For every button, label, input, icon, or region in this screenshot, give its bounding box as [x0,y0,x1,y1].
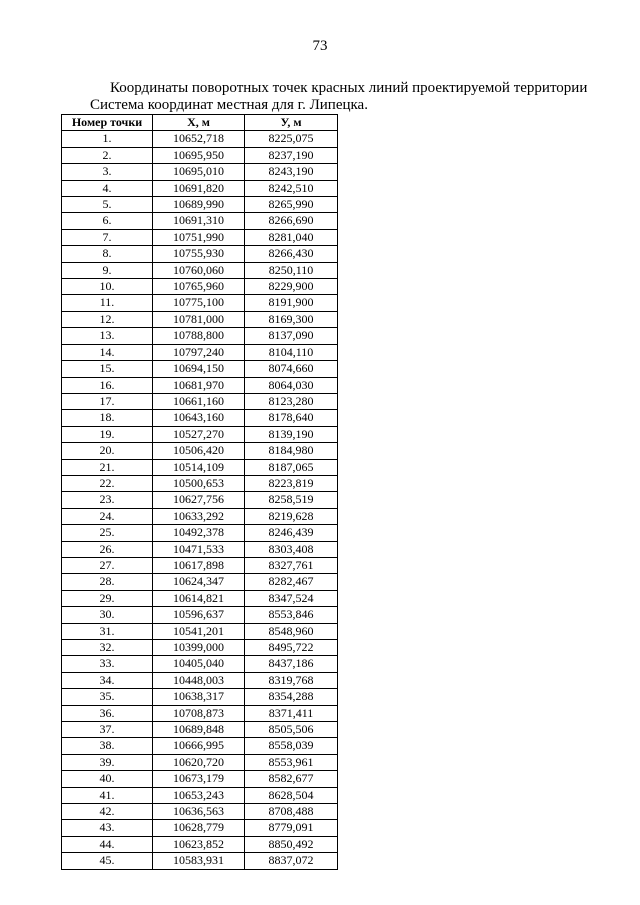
cell-x: 10673,179 [153,771,245,787]
cell-y: 8104,110 [245,344,338,360]
table-row [62,410,338,426]
cell-y: 8229,900 [245,279,338,295]
cell-y: 8246,439 [245,525,338,541]
cell-point-number: 34. [62,672,153,688]
cell-point-number: 38. [62,738,153,754]
table-row [62,459,338,475]
cell-point-number: 4. [62,180,153,196]
cell-point-number: 3. [62,164,153,180]
cell-x: 10492,378 [153,525,245,541]
cell-x: 10695,010 [153,164,245,180]
cell-x: 10652,718 [153,131,245,147]
cell-x: 10689,990 [153,197,245,213]
cell-point-number: 18. [62,410,153,426]
cell-y: 8184,980 [245,443,338,459]
table-row [62,295,338,311]
cell-y: 8266,690 [245,213,338,229]
cell-x: 10691,310 [153,213,245,229]
table-row [62,853,338,869]
cell-x: 10627,756 [153,492,245,508]
table-row [62,623,338,639]
cell-y: 8837,072 [245,853,338,869]
cell-point-number: 11. [62,295,153,311]
table-row [62,361,338,377]
coordinates-table [61,114,338,870]
cell-point-number: 43. [62,820,153,836]
cell-point-number: 6. [62,213,153,229]
cell-y: 8327,761 [245,557,338,573]
table-row [62,804,338,820]
cell-x: 10695,950 [153,147,245,163]
cell-point-number: 45. [62,853,153,869]
cell-y: 8243,190 [245,164,338,180]
cell-x: 10775,100 [153,295,245,311]
cell-y: 8123,280 [245,393,338,409]
cell-x: 10788,800 [153,328,245,344]
cell-point-number: 25. [62,525,153,541]
table-row [62,787,338,803]
cell-point-number: 41. [62,787,153,803]
table-row [62,590,338,606]
cell-y: 8250,110 [245,262,338,278]
table-row [62,213,338,229]
cell-point-number: 39. [62,754,153,770]
cell-point-number: 1. [62,131,153,147]
table-row [62,672,338,688]
cell-y: 8347,524 [245,590,338,606]
cell-y: 8178,640 [245,410,338,426]
cell-y: 8708,488 [245,804,338,820]
cell-x: 10681,970 [153,377,245,393]
cell-point-number: 30. [62,607,153,623]
table-row [62,640,338,656]
cell-point-number: 8. [62,246,153,262]
cell-x: 10694,150 [153,361,245,377]
heading-subtitle: Система координат местная для г. Липецка. [90,97,368,113]
cell-point-number: 44. [62,836,153,852]
cell-x: 10666,995 [153,738,245,754]
cell-y: 8282,467 [245,574,338,590]
cell-x: 10583,931 [153,853,245,869]
table-row [62,262,338,278]
cell-point-number: 36. [62,705,153,721]
cell-x: 10628,779 [153,820,245,836]
table-row [62,836,338,852]
cell-y: 8223,819 [245,475,338,491]
cell-y: 8303,408 [245,541,338,557]
cell-point-number: 33. [62,656,153,672]
cell-x: 10448,003 [153,672,245,688]
table-row [62,607,338,623]
cell-point-number: 14. [62,344,153,360]
table-row [62,492,338,508]
table-row [62,180,338,196]
table-row [62,164,338,180]
cell-y: 8265,990 [245,197,338,213]
cell-point-number: 13. [62,328,153,344]
table-row [62,508,338,524]
cell-y: 8850,492 [245,836,338,852]
table-row [62,328,338,344]
header-point-number: Номер точки [62,115,153,131]
cell-point-number: 42. [62,804,153,820]
table-row [62,525,338,541]
cell-y: 8219,628 [245,508,338,524]
cell-y: 8064,030 [245,377,338,393]
cell-point-number: 22. [62,475,153,491]
cell-x: 10638,317 [153,689,245,705]
cell-point-number: 35. [62,689,153,705]
cell-x: 10636,563 [153,804,245,820]
cell-y: 8354,288 [245,689,338,705]
table-row [62,722,338,738]
header-x: X, м [153,115,245,131]
cell-y: 8628,504 [245,787,338,803]
cell-y: 8319,768 [245,672,338,688]
table-row [62,131,338,147]
cell-point-number: 5. [62,197,153,213]
cell-point-number: 2. [62,147,153,163]
cell-x: 10614,821 [153,590,245,606]
cell-point-number: 29. [62,590,153,606]
table-row [62,574,338,590]
cell-point-number: 23. [62,492,153,508]
cell-point-number: 31. [62,623,153,639]
cell-y: 8495,722 [245,640,338,656]
cell-x: 10506,420 [153,443,245,459]
cell-point-number: 16. [62,377,153,393]
cell-y: 8187,065 [245,459,338,475]
table-row [62,754,338,770]
cell-x: 10708,873 [153,705,245,721]
cell-point-number: 12. [62,311,153,327]
cell-point-number: 28. [62,574,153,590]
cell-y: 8553,961 [245,754,338,770]
cell-x: 10617,898 [153,557,245,573]
cell-y: 8258,519 [245,492,338,508]
cell-x: 10541,201 [153,623,245,639]
cell-y: 8281,040 [245,229,338,245]
table-row [62,147,338,163]
cell-y: 8137,090 [245,328,338,344]
cell-point-number: 37. [62,722,153,738]
cell-point-number: 32. [62,640,153,656]
cell-y: 8779,091 [245,820,338,836]
cell-y: 8191,900 [245,295,338,311]
cell-point-number: 19. [62,426,153,442]
table-row [62,475,338,491]
table-row [62,246,338,262]
cell-x: 10624,347 [153,574,245,590]
cell-y: 8548,960 [245,623,338,639]
table-row [62,443,338,459]
cell-x: 10620,720 [153,754,245,770]
table-row [62,541,338,557]
cell-x: 10760,060 [153,262,245,278]
cell-x: 10399,000 [153,640,245,656]
cell-x: 10689,848 [153,722,245,738]
cell-point-number: 17. [62,393,153,409]
cell-x: 10661,160 [153,393,245,409]
cell-x: 10765,960 [153,279,245,295]
cell-point-number: 9. [62,262,153,278]
table-row [62,393,338,409]
table-row [62,344,338,360]
table-row [62,705,338,721]
cell-point-number: 7. [62,229,153,245]
cell-x: 10691,820 [153,180,245,196]
cell-y: 8139,190 [245,426,338,442]
table-row [62,771,338,787]
cell-x: 10623,852 [153,836,245,852]
cell-x: 10781,000 [153,311,245,327]
cell-x: 10797,240 [153,344,245,360]
cell-y: 8371,411 [245,705,338,721]
table-row [62,738,338,754]
cell-x: 10633,292 [153,508,245,524]
cell-point-number: 10. [62,279,153,295]
table-row [62,557,338,573]
cell-y: 8582,677 [245,771,338,787]
cell-x: 10471,533 [153,541,245,557]
cell-x: 10755,930 [153,246,245,262]
cell-x: 10643,160 [153,410,245,426]
cell-point-number: 15. [62,361,153,377]
cell-y: 8242,510 [245,180,338,196]
table-row [62,229,338,245]
cell-point-number: 21. [62,459,153,475]
table-row [62,689,338,705]
cell-y: 8266,430 [245,246,338,262]
header-y: У, м [245,115,338,131]
cell-x: 10500,653 [153,475,245,491]
cell-point-number: 40. [62,771,153,787]
table-row [62,426,338,442]
cell-y: 8505,506 [245,722,338,738]
table-row [62,311,338,327]
cell-y: 8558,039 [245,738,338,754]
cell-x: 10527,270 [153,426,245,442]
cell-x: 10405,040 [153,656,245,672]
cell-x: 10751,990 [153,229,245,245]
page-number: 73 [312,38,328,54]
table-body [62,131,338,869]
cell-x: 10653,243 [153,787,245,803]
table-row [62,820,338,836]
table-row [62,197,338,213]
table-row [62,656,338,672]
heading-title: Координаты поворотных точек красных линий проектируемой территории [110,80,588,96]
cell-y: 8237,190 [245,147,338,163]
cell-point-number: 24. [62,508,153,524]
cell-y: 8074,660 [245,361,338,377]
table-header-row [62,115,338,131]
cell-point-number: 20. [62,443,153,459]
cell-y: 8169,300 [245,311,338,327]
cell-y: 8553,846 [245,607,338,623]
cell-y: 8225,075 [245,131,338,147]
cell-y: 8437,186 [245,656,338,672]
cell-point-number: 26. [62,541,153,557]
table-row [62,377,338,393]
cell-x: 10514,109 [153,459,245,475]
cell-point-number: 27. [62,557,153,573]
cell-x: 10596,637 [153,607,245,623]
table-row [62,279,338,295]
